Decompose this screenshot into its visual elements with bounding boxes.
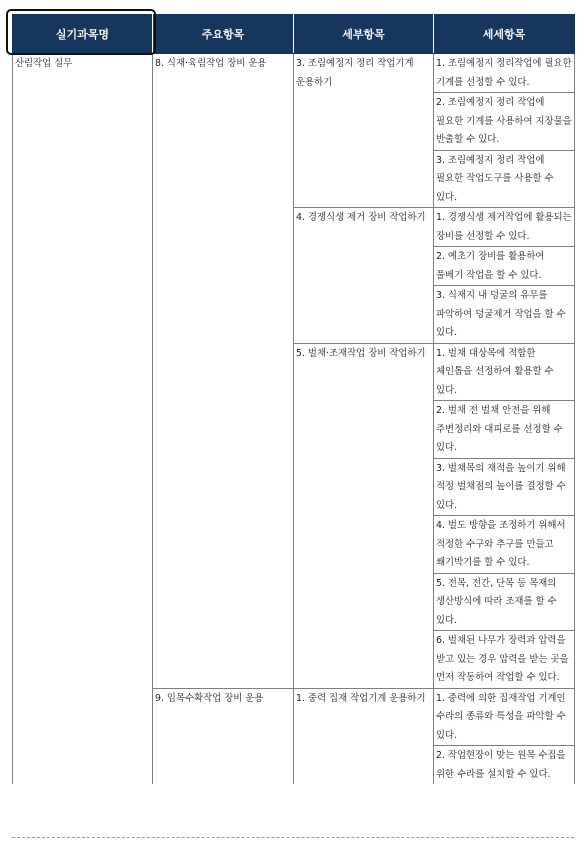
table-row: [13, 54, 575, 93]
detail-cell[interactable]: 2. 예초기 장비를 활용하여 풀베기 작업을 할 수 있다.: [434, 247, 575, 286]
sub-item-cell[interactable]: 5. 벌채·조재작업 장비 작업하기: [294, 343, 434, 688]
detail-cell[interactable]: 1. 조림예정지 정리작업에 필요한 기계를 선정할 수 있다.: [434, 54, 575, 93]
sub-item-cell[interactable]: 1. 중력 집재 작업기계 운용하기: [294, 688, 434, 784]
main-item-cell[interactable]: 9. 임목수확작업 장비 운용: [153, 688, 294, 784]
header-sub-item[interactable]: 세부항목: [294, 15, 434, 54]
detail-cell[interactable]: 1. 중력에 의한 집재작업 기계인 수라의 종류와 특성을 파악할 수 있다.: [434, 688, 575, 746]
detail-cell[interactable]: 5. 전목, 전간, 단목 등 목재의 생산방식에 따라 조재를 할 수 있다.: [434, 573, 575, 631]
page-break-line: [12, 837, 574, 838]
main-item-cell[interactable]: 8. 식재·육림작업 장비 운용: [153, 54, 294, 689]
detail-cell[interactable]: 3. 조림예정지 정리 작업에 필요한 작업도구를 사용할 수 있다.: [434, 150, 575, 208]
sub-item-cell[interactable]: 4. 경쟁식생 제거 장비 작업하기: [294, 208, 434, 344]
detail-cell[interactable]: 6. 벌채된 나무가 장력과 압력을 받고 있는 경우 압력을 받는 곳을 먼저 작동하여 작업할 수 있다.: [434, 631, 575, 689]
curriculum-table: [12, 14, 575, 784]
detail-cell[interactable]: 2. 작업현장이 맞는 원목 수집을 위한 수라를 설치할 수 있다.: [434, 746, 575, 785]
detail-cell[interactable]: 2. 조림예정지 정리 작업에 필요한 기계를 사용하여 지장물을 반출할 수 있다.: [434, 93, 575, 151]
detail-cell[interactable]: 1. 경쟁식생 제거작업에 활용되는 장비를 선정할 수 있다.: [434, 208, 575, 247]
header-row: [13, 15, 575, 54]
header-detail-item[interactable]: 세세항목: [434, 15, 575, 54]
header-main-item[interactable]: 주요항목: [153, 15, 294, 54]
detail-cell[interactable]: 2. 벌채 전 벌채 안전을 위해 주변정리와 대피로를 선정할 수 있다.: [434, 401, 575, 459]
detail-cell[interactable]: 4. 벌도 방향을 조정하기 위해서 적정한 수구와 추구를 만들고 쐐기박기를 할 수 있다.: [434, 516, 575, 574]
subject-cell[interactable]: 산림작업 실무: [13, 54, 153, 785]
detail-cell[interactable]: 1. 벌채 대상목에 적합한 체인톱을 선정하여 활용할 수 있다.: [434, 343, 575, 401]
detail-cell[interactable]: 3. 식재지 내 덩굴의 유무를 파악하여 덩굴제거 작업을 할 수 있다.: [434, 286, 575, 344]
header-subject[interactable]: 실기과목명: [13, 15, 153, 54]
detail-cell[interactable]: 3. 벌채목의 재적을 높이기 위해 적정 벌채점의 높이를 결정할 수 있다.: [434, 458, 575, 516]
sub-item-cell[interactable]: 3. 조림예정지 정리 작업기계 운용하기: [294, 54, 434, 208]
